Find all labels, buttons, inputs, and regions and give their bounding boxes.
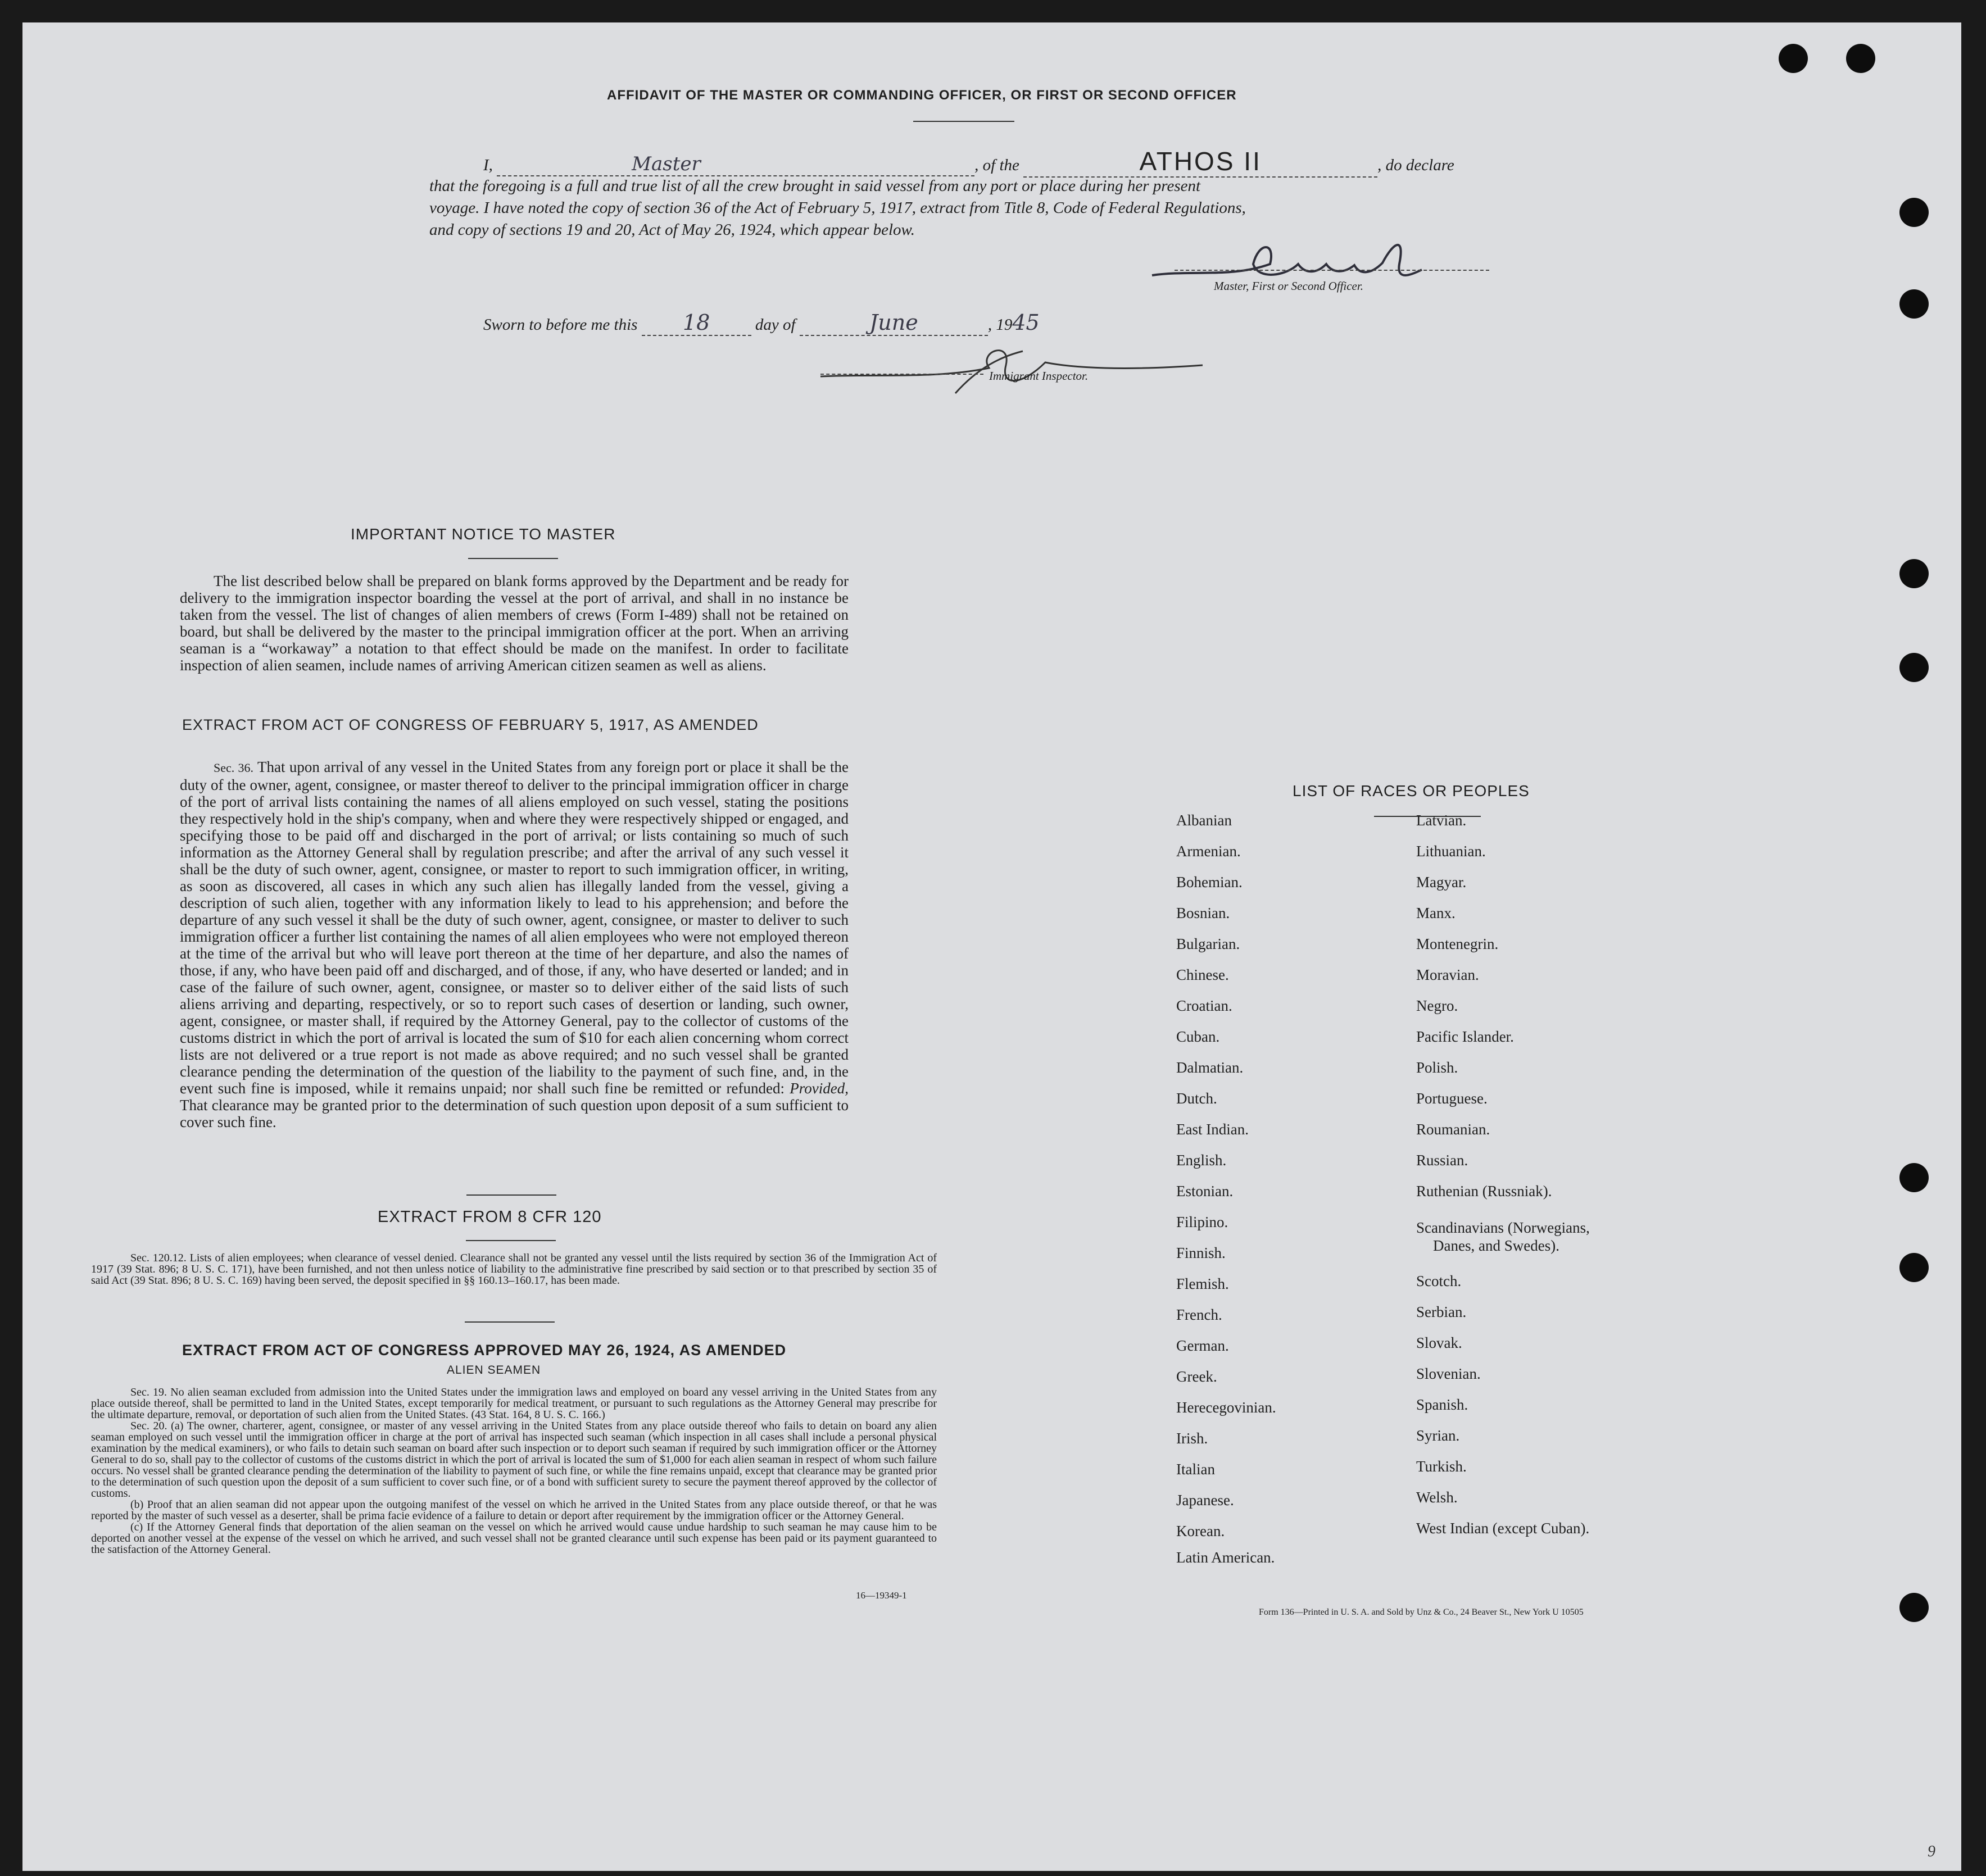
race-item: Cuban.	[1176, 1028, 1220, 1045]
sec20b-text: (b) Proof that an alien seaman did not appear upon the outgoing manifest of the vessel on which he arrived in the United States from any place outside thereof, or that he was reported by the master of such vessel as a deserter, shall be prima facie evidence of a failure to detain or deport after requirement by the immigration officer or the Attorney General.	[91, 1498, 937, 1522]
race-item: Italian	[1176, 1461, 1215, 1478]
race-item: Dutch.	[1176, 1090, 1217, 1107]
race-item: German.	[1176, 1337, 1229, 1354]
race-item: French.	[1176, 1306, 1222, 1323]
race-item: Serbian.	[1416, 1303, 1467, 1320]
i-value: Master	[632, 153, 701, 175]
race-item: Turkish.	[1416, 1458, 1467, 1475]
race-item: Irish.	[1176, 1430, 1208, 1447]
sworn-month: June	[869, 310, 918, 335]
races-title: LIST OF RACES OR PEOPLES	[1293, 782, 1530, 800]
race-item: Polish.	[1416, 1059, 1458, 1076]
punch-hole	[1899, 559, 1929, 588]
race-item: Latvian.	[1416, 812, 1467, 829]
signature-line	[1175, 270, 1489, 271]
race-item: Spanish.	[1416, 1396, 1468, 1413]
cfr-title: EXTRACT FROM 8 CFR 120	[378, 1208, 602, 1226]
punch-hole	[1899, 198, 1929, 227]
race-item: Japanese.	[1176, 1492, 1234, 1509]
race-item: Korean.	[1176, 1523, 1225, 1539]
race-item-continued: Danes, and Swedes).	[1433, 1237, 1559, 1254]
sworn-day: 18	[682, 310, 710, 335]
race-item: Armenian.	[1176, 843, 1241, 860]
race-item: Lithuanian.	[1416, 843, 1486, 860]
race-item: Manx.	[1416, 905, 1456, 921]
inspector-line	[820, 374, 983, 375]
sec36-label: Sec. 36.	[214, 761, 253, 775]
sworn-line	[483, 310, 1040, 336]
race-item: Syrian.	[1416, 1427, 1460, 1444]
sec20c-text: (c) If the Attorney General finds that deportation of the alien seaman on the vessel on which he arrived would cause undue hardship to such seaman he may cause him to be deported on another vessel at the expense of the vessel on which he arrived, and such vessel shall not be granted clearance until such expense has been paid or its payment guaranteed to the satisfaction of the Attorney General.	[91, 1521, 937, 1556]
race-item: English.	[1176, 1152, 1227, 1169]
race-item: Bosnian.	[1176, 905, 1230, 921]
do-declare-label: , do declare	[1377, 156, 1454, 174]
extract-1917-title: EXTRACT FROM ACT OF CONGRESS OF FEBRUARY 5, 1917, AS AMENDED	[182, 716, 759, 733]
vessel-name: ATHOS II	[1139, 147, 1262, 176]
sworn-month-field	[800, 310, 988, 336]
sec36-end: That clearance may be granted prior to the determination of such question upon deposit of a sum sufficient to cover such fine.	[180, 1097, 849, 1130]
cfr-text: Sec. 120.12. Lists of alien employees; when clearance of vessel denied. Clearance shall not be granted any vessel until the lists required by section 36 of the Immigration Act of 1917 (39 Stat. 896; 8 U. S. C. 171), have been furnished, and not then unless notice of liability to the administrative fine prescribed by said section or to that prescribed by section 35 of said Act (39 Stat. 896; 8 U. S. C. 169) having been served, the deposit specified in §§ 160.13–160.17, has been made.	[91, 1252, 937, 1287]
sec20a-text: Sec. 20. (a) The owner, charterer, agent, consignee, or master of any vessel arriving in the United States from any place outside thereof who fails to detain on board any alien seaman employed on such vessel until the immigration officer in charge at the port of arrival has inspected such seaman (which inspection in all cases shall include a personal physical examination by the medical examiners), or who fails to detain such seaman on board after such inspection or to deport such seaman if required by such immigration officer or the Attorney General to do so, shall pay to the collector of customs of the customs district in which the port of arrival is located the sum of $1,000 for each alien seaman in respect of whom such failure occurs. No vessel shall be granted clearance pending the determination of the liability to payment of such fine, or while the fine remains unpaid, except that clearance may be granted prior to the determination of such question upon the deposit of a sum sufficient to cover such fine, or of a bond with sufficient surety to secure the payment thereof approved by the collector of customs.	[91, 1420, 937, 1500]
document-page	[22, 22, 1961, 1871]
race-item: Bohemian.	[1176, 874, 1243, 891]
inspector-signature	[809, 334, 1214, 396]
notice-title: IMPORTANT NOTICE TO MASTER	[351, 525, 616, 543]
race-item: East Indian.	[1176, 1121, 1249, 1138]
extract-1924-title: EXTRACT FROM ACT OF CONGRESS APPROVED MAY 26, 1924, AS AMENDED	[182, 1342, 787, 1359]
race-item: Flemish.	[1176, 1275, 1229, 1292]
race-item: Montenegrin.	[1416, 935, 1499, 952]
affidavit-line2: that the foregoing is a full and true list of all the crew brought in said vessel from any port or place during her present	[429, 177, 1201, 195]
race-item: Magyar.	[1416, 874, 1467, 891]
affidavit-line4: and copy of sections 19 and 20, Act of May 26, 1924, which appear below.	[429, 221, 915, 239]
race-item: Pacific Islander.	[1416, 1028, 1514, 1045]
extract-1917-text	[180, 758, 849, 1130]
race-item: Greek.	[1176, 1368, 1217, 1385]
footer-form: Form 136—Printed in U. S. A. and Sold by Unz & Co., 24 Beaver St., New York U 10505	[1259, 1607, 1584, 1617]
race-item: Negro.	[1416, 997, 1458, 1014]
of-the-label: , of the	[974, 156, 1019, 174]
sec36-body: That upon arrival of any vessel in the United States from any foreign port or place it shall be the duty of the owner, agent, consignee, or master thereof to deliver to the principal immigration officer in charge of the port of arrival lists containing the names of all aliens employed on such vessel, stating the positions they respectively hold in the ship's company, when and where they were respectively shipped or engaged, and specifying those to be paid off and discharged in the port of arrival; or lists containing so much of such information as the Attorney General shall by regulation prescribe; and after the arrival of any such vessel it shall be the duty of such owner, agent, consignee, or master to report to such immigration officer, in writing, as soon as discovered, all cases in which any such alien has illegally landed from the vessel, giving a description of such alien, together with any information likely to lead to his apprehension; and before the departure of any such vessel it shall be the duty of such owner, agent, consignee, or master to deliver to such immigration officer a further list containing the names of all alien employees who were not employed thereon at the time of the arrival but who will leave port thereon at the time of her departure, and also the names of those, if any, who have been paid off and discharged, and of those, if any, who have deserted or landed; and in case of the failure of such owner, agent, consignee, or master so to deliver either of the said lists of such aliens arriving and departing, respectively, or so to report such cases of desertion or landing, such owner, agent, consignee, or master shall, if required by the Attorney General, pay to the collector of customs of the customs district in which the port of arrival is located the sum of $10 for each alien concerning whom correct lists are not delivered or a true report is not made as above required; and no such vessel shall be granted clearance pending the determination of the question of the liability to the payment of such fine, and, in the event such fine is imposed, while it remains unpaid; nor shall such fine be remitted or refunded:	[180, 758, 849, 1097]
race-item: Herecegovinian.	[1176, 1399, 1276, 1416]
punch-hole	[1899, 1163, 1929, 1192]
print-code: 16—19349-1	[856, 1590, 907, 1601]
divider	[468, 558, 558, 559]
race-item: Welsh.	[1416, 1489, 1458, 1506]
race-item: Bulgarian.	[1176, 935, 1240, 952]
divider	[465, 1321, 555, 1323]
i-field	[497, 153, 974, 176]
divider	[913, 121, 1014, 122]
punch-hole	[1846, 44, 1875, 73]
punch-hole	[1899, 1593, 1929, 1622]
race-item: Portuguese.	[1416, 1090, 1488, 1107]
affidavit-line3: voyage. I have noted the copy of section 36 of the Act of February 5, 1917, extract from Title 8, Code of Federal Regulations,	[429, 199, 1246, 217]
vessel-field	[1023, 146, 1377, 178]
race-item: Ruthenian (Russniak).	[1416, 1183, 1552, 1200]
punch-hole	[1779, 44, 1808, 73]
i-label: I,	[483, 156, 493, 174]
race-item: Croatian.	[1176, 997, 1232, 1014]
extract-1924-text	[91, 1387, 937, 1555]
punch-hole	[1899, 1253, 1929, 1282]
race-item: Finnish.	[1176, 1244, 1226, 1261]
race-item: Estonian.	[1176, 1183, 1234, 1200]
race-item: Scandinavians (Norwegians,	[1416, 1219, 1590, 1236]
sworn-year: 45	[1012, 310, 1040, 335]
race-item: Filipino.	[1176, 1214, 1228, 1230]
race-item: Albanian	[1176, 812, 1232, 829]
provided-label: Provided,	[790, 1080, 849, 1097]
race-item: Dalmatian.	[1176, 1059, 1244, 1076]
affidavit-title: AFFIDAVIT OF THE MASTER OR COMMANDING OFFICER, OR FIRST OR SECOND OFFICER	[607, 88, 1237, 103]
race-item: Roumanian.	[1416, 1121, 1490, 1138]
signature-caption: Master, First or Second Officer.	[1214, 279, 1363, 293]
sworn-day-field	[642, 310, 751, 336]
alien-seamen-subtitle: ALIEN SEAMEN	[447, 1364, 541, 1377]
race-item: Moravian.	[1416, 966, 1479, 983]
race-item: Latin American.	[1176, 1549, 1275, 1566]
race-item: Slovenian.	[1416, 1365, 1481, 1382]
race-item: Chinese.	[1176, 966, 1229, 983]
punch-hole	[1899, 653, 1929, 682]
affidavit-line1	[483, 146, 1454, 178]
punch-hole	[1899, 289, 1929, 319]
corner-mark: 9	[1928, 1843, 1935, 1860]
sec19-text: Sec. 19. No alien seaman excluded from admission into the United States under the immigration laws and employed on board any vessel arriving in the United States from any place outside thereof, shall be permitted to land in the United States, except temporarily for medical treatment, or pursuant to such regulations as the Attorney General may prescribe for the ultimate departure, removal, or deportation of such alien from the United States. (43 Stat. 164, 8 U. S. C. 166.)	[91, 1386, 937, 1421]
sworn-label: Sworn to before me this	[483, 316, 638, 334]
divider	[466, 1194, 556, 1196]
race-item: Russian.	[1416, 1152, 1468, 1169]
inspector-caption: Immigrant Inspector.	[989, 369, 1089, 383]
day-of-label: day of	[755, 316, 796, 334]
race-item: West Indian (except Cuban).	[1416, 1520, 1590, 1537]
race-item: Slovak.	[1416, 1334, 1462, 1351]
race-item: Scotch.	[1416, 1273, 1462, 1289]
notice-text: The list described below shall be prepared on blank forms approved by the Department and be ready for delivery to the immigration inspector boarding the vessel at the port of arrival, and shall in no instance be taken from the vessel. The list of changes of alien members of crews (Form I-489) shall not be retained on board, but shall be delivered by the master to the principal immigration officer at the port. When an arriving seaman is a “workaway” a notation to that effect should be made on the manifest. In order to facilitate inspection of alien seamen, include names of arriving American citizen seamen as well as aliens.	[180, 573, 849, 674]
year-prefix: , 19	[987, 316, 1013, 334]
divider	[466, 1240, 556, 1241]
